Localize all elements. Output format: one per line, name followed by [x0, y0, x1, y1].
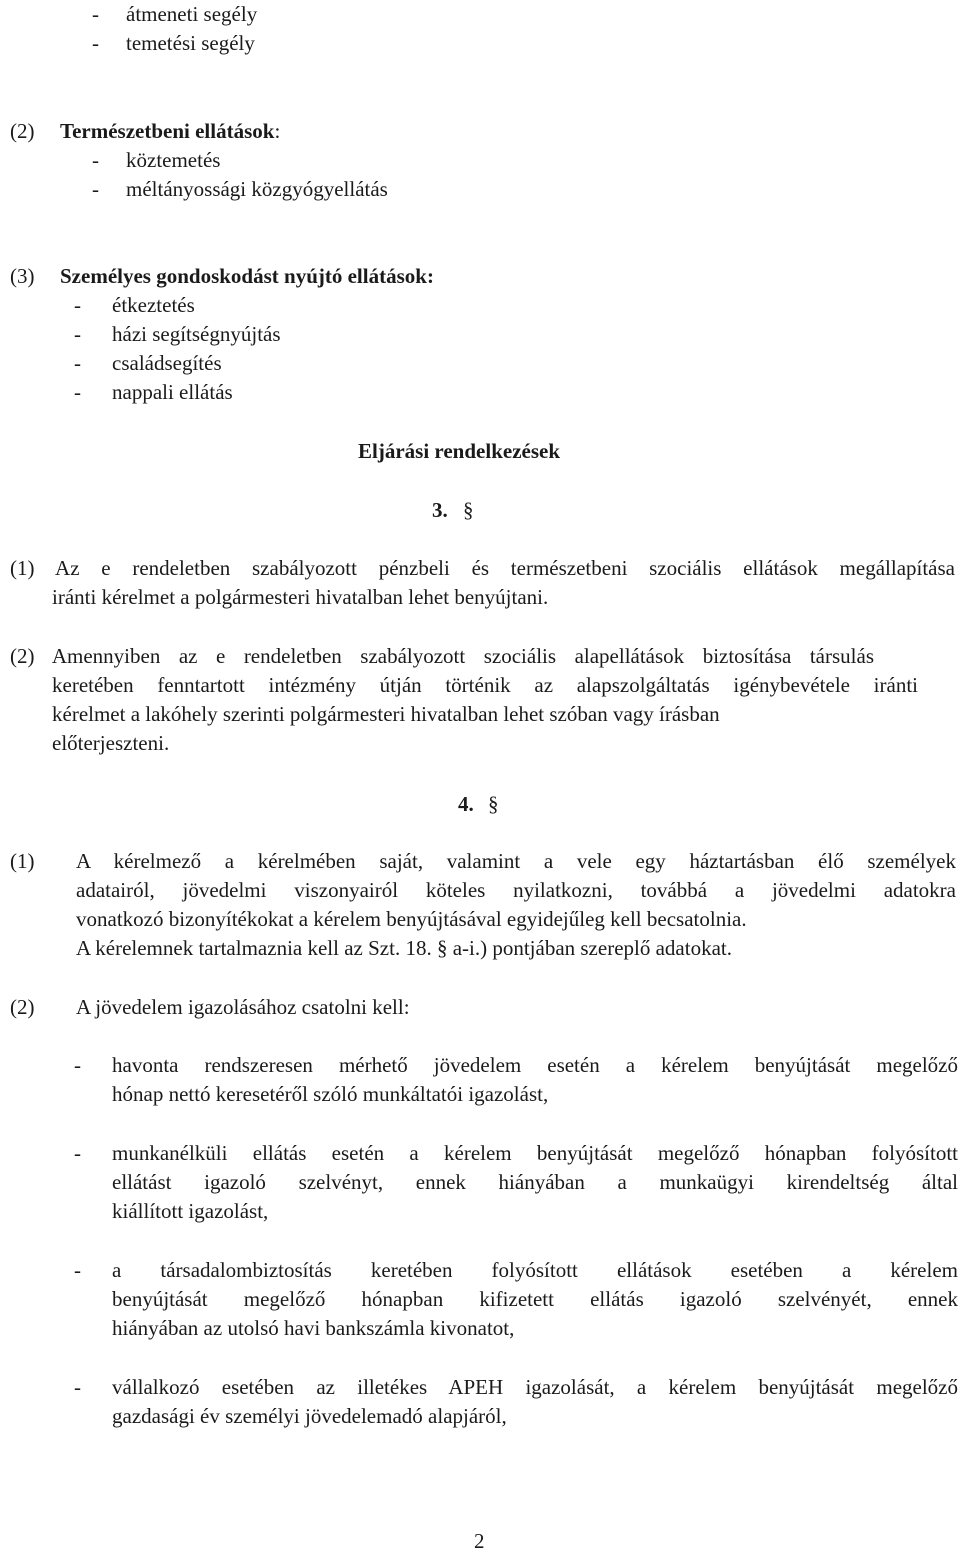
section-4-p1-line: A kérelmező a kérelmében saját, valamint a vele egy háztartásban élő személyek	[76, 849, 956, 873]
section-4-p1-line: A kérelemnek tartalmaznia kell az Szt. 18. § a-i.) pontjában szereplő adatokat.	[76, 936, 732, 960]
personal-care-heading: Személyes gondoskodást nyújtó ellátások:	[60, 264, 434, 288]
section-4-number: 4.	[458, 792, 474, 816]
dash: -	[74, 351, 81, 375]
dash: -	[74, 1053, 81, 1077]
list-item: családsegítés	[112, 351, 222, 375]
page-number: 2	[474, 1529, 485, 1553]
bullet-line: benyújtását megelőző hónapban kifizetett ellátás igazoló szelvényét, ennek	[112, 1287, 958, 1311]
paragraph-number: (3)	[10, 264, 35, 288]
list-item: házi segítségnyújtás	[112, 322, 281, 346]
bullet-line: munkanélküli ellátás esetén a kérelem benyújtását megelőző hónapban folyósított	[112, 1141, 958, 1165]
paragraph-number: (1)	[10, 849, 35, 873]
dash: -	[74, 322, 81, 346]
dash: -	[92, 31, 99, 55]
section-4-p2-text: A jövedelem igazolásához csatolni kell:	[76, 995, 410, 1019]
bullet-line: hónap nettó keresetéről szóló munkáltatói igazolást,	[112, 1082, 549, 1106]
section-3-p2-line: keretében fenntartott intézmény útján történik az alapszolgáltatás igénybevétele iránti	[52, 673, 918, 697]
section-3-p1-line: iránti kérelmet a polgármesteri hivatalban lehet benyújtani.	[52, 585, 549, 609]
bullet-line: havonta rendszeresen mérhető jövedelem esetén a kérelem benyújtását megelőző	[112, 1053, 958, 1077]
section-sign: §	[463, 498, 474, 522]
bullet-line: gazdasági év személyi jövedelemadó alapjáról,	[112, 1404, 507, 1428]
section-sign: §	[488, 792, 499, 816]
dash: -	[92, 2, 99, 26]
paragraph-number: (2)	[10, 119, 35, 143]
list-item: nappali ellátás	[112, 380, 233, 404]
dash: -	[74, 380, 81, 404]
section-3-p2-line: kérelmet a lakóhely szerinti polgármesteri hivatalban lehet szóban vagy írásban	[52, 702, 720, 726]
bullet-line: vállalkozó esetében az illetékes APEH igazolását, a kérelem benyújtását megelőző	[112, 1375, 958, 1399]
section-4-p1-line: adatairól, jövedelmi viszonyairól köteles nyilatkozni, továbbá a jövedelmi adatokra	[76, 878, 956, 902]
bullet-line: a társadalombiztosítás keretében folyósított ellátások esetében a kérelem	[112, 1258, 958, 1282]
bullet-line: hiányában az utolsó havi bankszámla kivonatot,	[112, 1316, 515, 1340]
bullet-line: ellátást igazoló szelvényt, ennek hiányában a munkaügyi kirendeltség által	[112, 1170, 958, 1194]
section-3-p1-line: (1) Az e rendeletben szabályozott pénzbeli és természetbeni szociális ellátások megállapítása	[10, 556, 955, 580]
list-item: átmeneti segély	[126, 2, 258, 26]
dash: -	[92, 148, 99, 172]
list-item: temetési segély	[126, 31, 255, 55]
procedural-heading: Eljárási rendelkezések	[358, 439, 561, 463]
dash: -	[74, 293, 81, 317]
section-4-p1-line: vonatkozó bizonyítékokat a kérelem benyújtásával egyidejűleg kell becsatolnia.	[76, 907, 747, 931]
dash: -	[74, 1141, 81, 1165]
heading-colon: :	[274, 119, 281, 143]
dash: -	[74, 1258, 81, 1282]
list-item: méltányossági közgyógyellátás	[126, 177, 388, 201]
paragraph-number: (2)	[10, 995, 35, 1019]
section-3-p2-line: (2) Amennyiben az e rendeletben szabályozott szociális alapellátások biztosítása társulás	[10, 644, 874, 668]
dash: -	[74, 1375, 81, 1399]
natural-benefits-heading	[60, 117, 280, 146]
list-item: köztemetés	[126, 148, 221, 172]
bullet-line: kiállított igazolást,	[112, 1199, 269, 1223]
heading-text: Természetbeni ellátások	[60, 119, 275, 143]
section-3-number: 3.	[432, 498, 448, 522]
dash: -	[92, 177, 99, 201]
list-item: étkeztetés	[112, 293, 195, 317]
section-3-p2-line: előterjeszteni.	[52, 731, 170, 755]
